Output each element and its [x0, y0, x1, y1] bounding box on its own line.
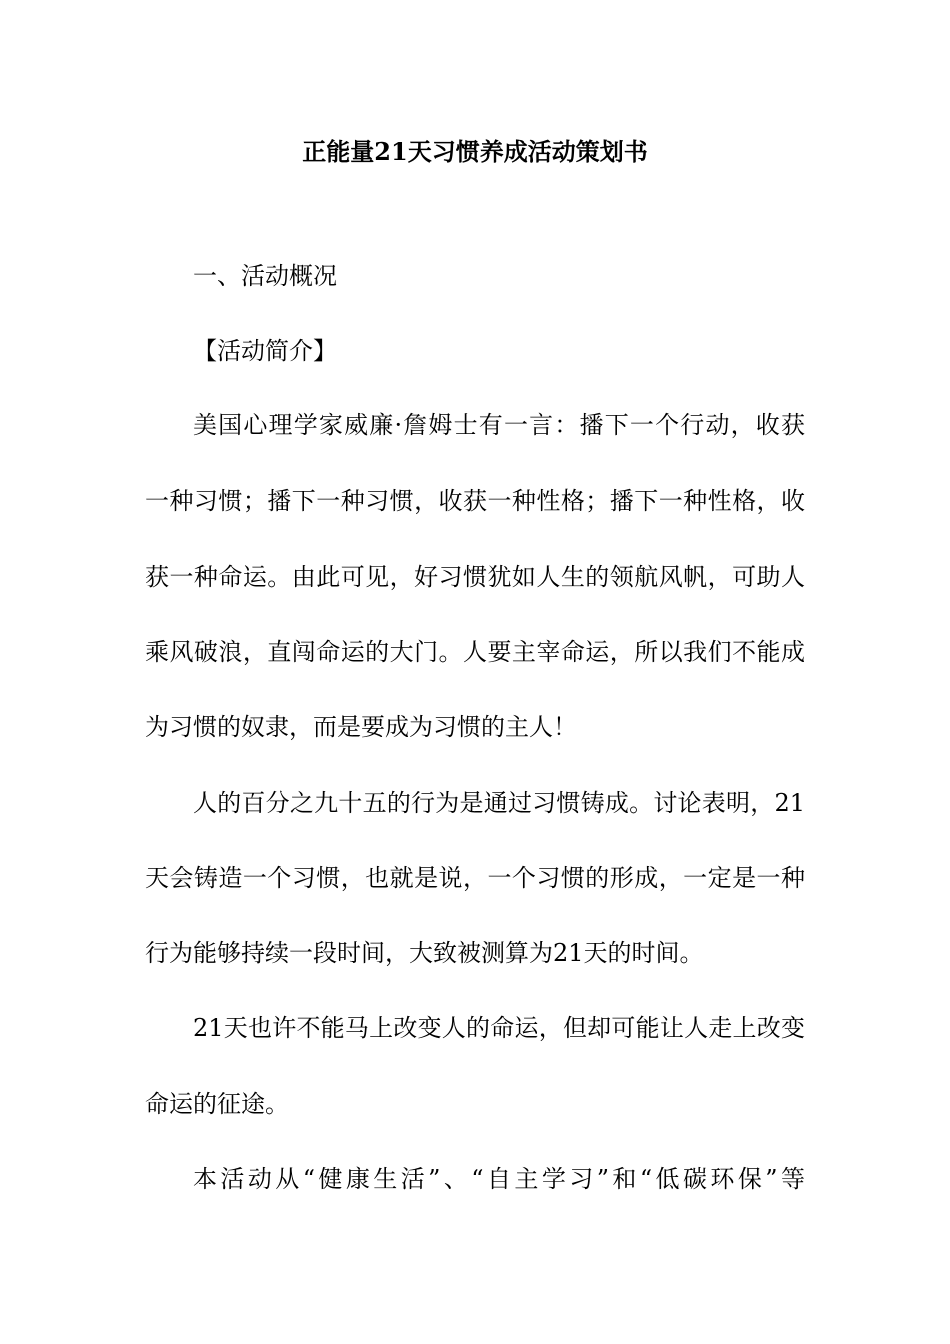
paragraph-line: 命运的征途。	[145, 1090, 289, 1118]
paragraph-line: 美国心理学家威廉·詹姆士有一言：播下一个行动，收获	[193, 411, 805, 439]
sub-heading: 【活动简介】	[193, 337, 337, 365]
paragraph-line: 获一种命运。由此可见，好习惯犹如人生的领航风帆，可助人	[145, 563, 805, 591]
paragraph-line: 乘风破浪，直闯命运的大门。人要主宰命运，所以我们不能成	[145, 638, 805, 666]
paragraph-line: 一种习惯；播下一种习惯，收获一种性格；播下一种性格，收	[145, 487, 805, 515]
paragraph-line: 本活动从“健康生活”、“自主学习”和“低碳环保”等	[193, 1165, 805, 1193]
section-heading: 一、活动概况	[193, 262, 337, 290]
paragraph-line: 为习惯的奴隶，而是要成为习惯的主人！	[145, 713, 577, 741]
paragraph-line: 行为能够持续一段时间，大致被测算为21天的时间。	[145, 939, 704, 967]
document-title: 正能量21天习惯养成活动策划书	[302, 137, 648, 166]
paragraph-line: 天会铸造一个习惯，也就是说，一个习惯的形成，一定是一种	[145, 864, 805, 892]
paragraph-line: 21天也许不能马上改变人的命运，但却可能让人走上改变	[193, 1014, 805, 1042]
paragraph-line: 人的百分之九十五的行为是通过习惯铸成。讨论表明，21	[193, 789, 805, 817]
